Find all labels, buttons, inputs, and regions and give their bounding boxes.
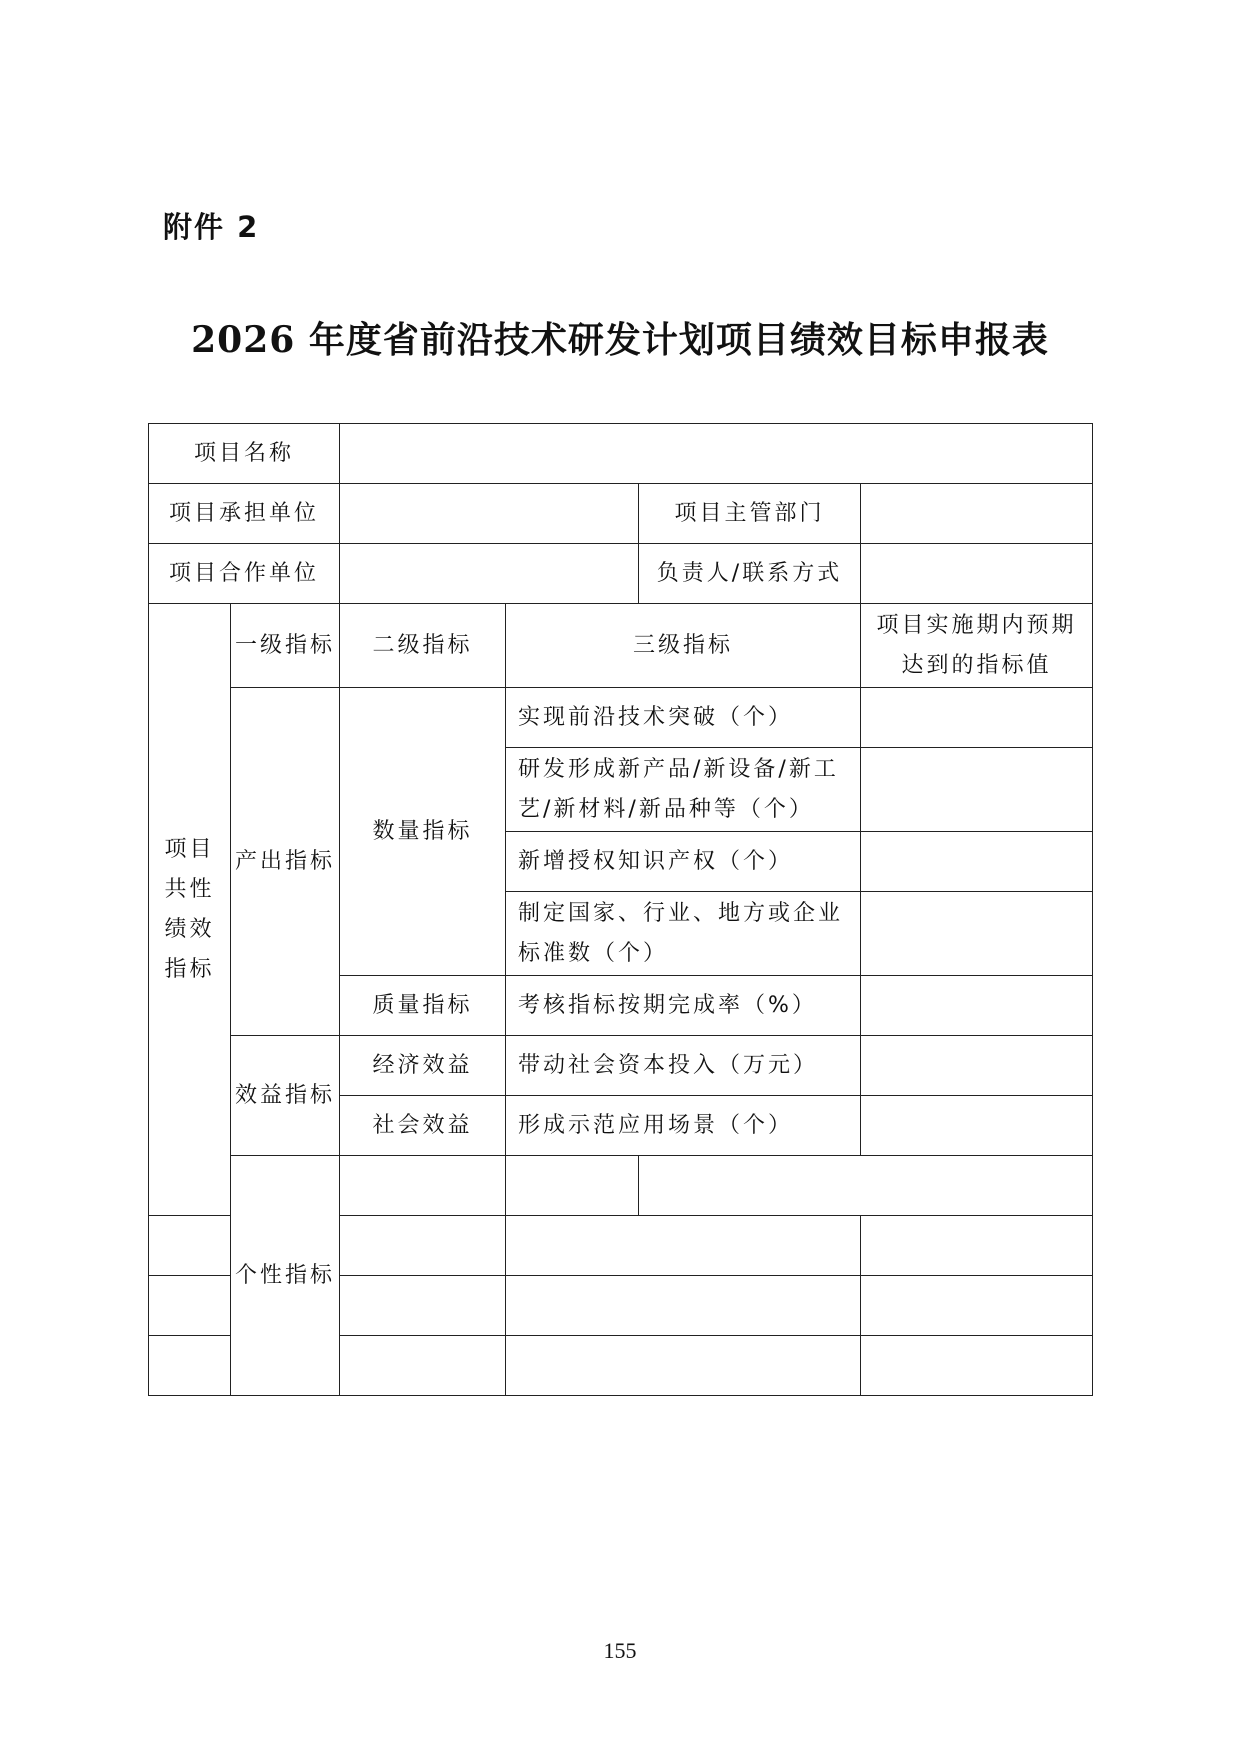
economic-benefit-label: 经济效益	[340, 1036, 506, 1096]
individual-level3-cell[interactable]	[639, 1156, 1093, 1216]
cooperating-unit-field[interactable]	[340, 544, 639, 604]
target-header: 项目实施期内预期达到的指标值	[861, 604, 1093, 688]
target-value-field[interactable]	[861, 688, 1093, 748]
attachment-label: 附件 2	[163, 210, 260, 244]
target-value-field[interactable]	[861, 832, 1093, 892]
individual-level1-cell[interactable]	[340, 1156, 506, 1216]
indicator-frontier-breakthrough: 实现前沿技术突破（个）	[506, 688, 861, 748]
level1-header: 一级指标	[231, 604, 340, 688]
supervising-dept-label: 项目主管部门	[639, 484, 861, 544]
common-indicators-label: 项目共性绩效指标	[149, 604, 231, 1216]
target-value-field[interactable]	[861, 1036, 1093, 1096]
quantity-indicators-label: 数量指标	[340, 688, 506, 976]
quality-indicators-label: 质量指标	[340, 976, 506, 1036]
output-indicators-label: 产出指标	[231, 688, 340, 1036]
supervising-dept-field[interactable]	[861, 484, 1093, 544]
row-quantity-1	[149, 688, 1093, 748]
individual-level2-cell[interactable]	[340, 1276, 506, 1336]
individual-level1-cell[interactable]	[149, 1336, 231, 1396]
level2-header: 二级指标	[340, 604, 506, 688]
individual-indicators-label: 个性指标	[231, 1156, 340, 1396]
social-benefit-label: 社会效益	[340, 1096, 506, 1156]
undertaking-unit-label: 项目承担单位	[149, 484, 340, 544]
individual-target-cell[interactable]	[861, 1216, 1093, 1276]
individual-target-cell[interactable]	[861, 1276, 1093, 1336]
row-project-name	[149, 424, 1093, 484]
individual-level3-cell[interactable]	[506, 1336, 861, 1396]
indicator-ip-rights: 新增授权知识产权（个）	[506, 832, 861, 892]
row-cooperating-unit	[149, 544, 1093, 604]
target-value-field[interactable]	[861, 748, 1093, 832]
cooperating-unit-label: 项目合作单位	[149, 544, 340, 604]
page-number: 155	[603, 1638, 637, 1663]
indicator-demo-scenarios: 形成示范应用场景（个）	[506, 1096, 861, 1156]
form-title: 2026 年度省前沿技术研发计划项目绩效目标申报表	[191, 319, 1049, 361]
contact-label: 负责人/联系方式	[639, 544, 861, 604]
row-undertaking-unit	[149, 484, 1093, 544]
individual-level3-cell[interactable]	[506, 1216, 861, 1276]
individual-target-cell[interactable]	[861, 1336, 1093, 1396]
individual-level1-cell[interactable]	[149, 1276, 231, 1336]
target-value-field[interactable]	[861, 1096, 1093, 1156]
indicator-completion-rate: 考核指标按期完成率（%）	[506, 976, 861, 1036]
individual-level2-cell[interactable]	[340, 1216, 506, 1276]
individual-level2-cell[interactable]	[340, 1336, 506, 1396]
project-name-label: 项目名称	[149, 424, 340, 484]
performance-goal-form	[148, 423, 1093, 1396]
level3-header: 三级指标	[506, 604, 861, 688]
target-value-field[interactable]	[861, 892, 1093, 976]
benefit-indicators-label: 效益指标	[231, 1036, 340, 1156]
individual-level3-cell[interactable]	[506, 1276, 861, 1336]
indicator-social-capital: 带动社会资本投入（万元）	[506, 1036, 861, 1096]
individual-level2-cell[interactable]	[506, 1156, 639, 1216]
contact-field[interactable]	[861, 544, 1093, 604]
row-economic	[149, 1036, 1093, 1096]
undertaking-unit-field[interactable]	[340, 484, 639, 544]
indicator-standards: 制定国家、行业、地方或企业标准数（个）	[506, 892, 861, 976]
individual-level1-cell[interactable]	[149, 1216, 231, 1276]
project-name-field[interactable]	[340, 424, 1093, 484]
target-value-field[interactable]	[861, 976, 1093, 1036]
row-header	[149, 604, 1093, 688]
row-individual-1	[149, 1156, 1093, 1216]
indicator-new-products: 研发形成新产品/新设备/新工艺/新材料/新品种等（个）	[506, 748, 861, 832]
